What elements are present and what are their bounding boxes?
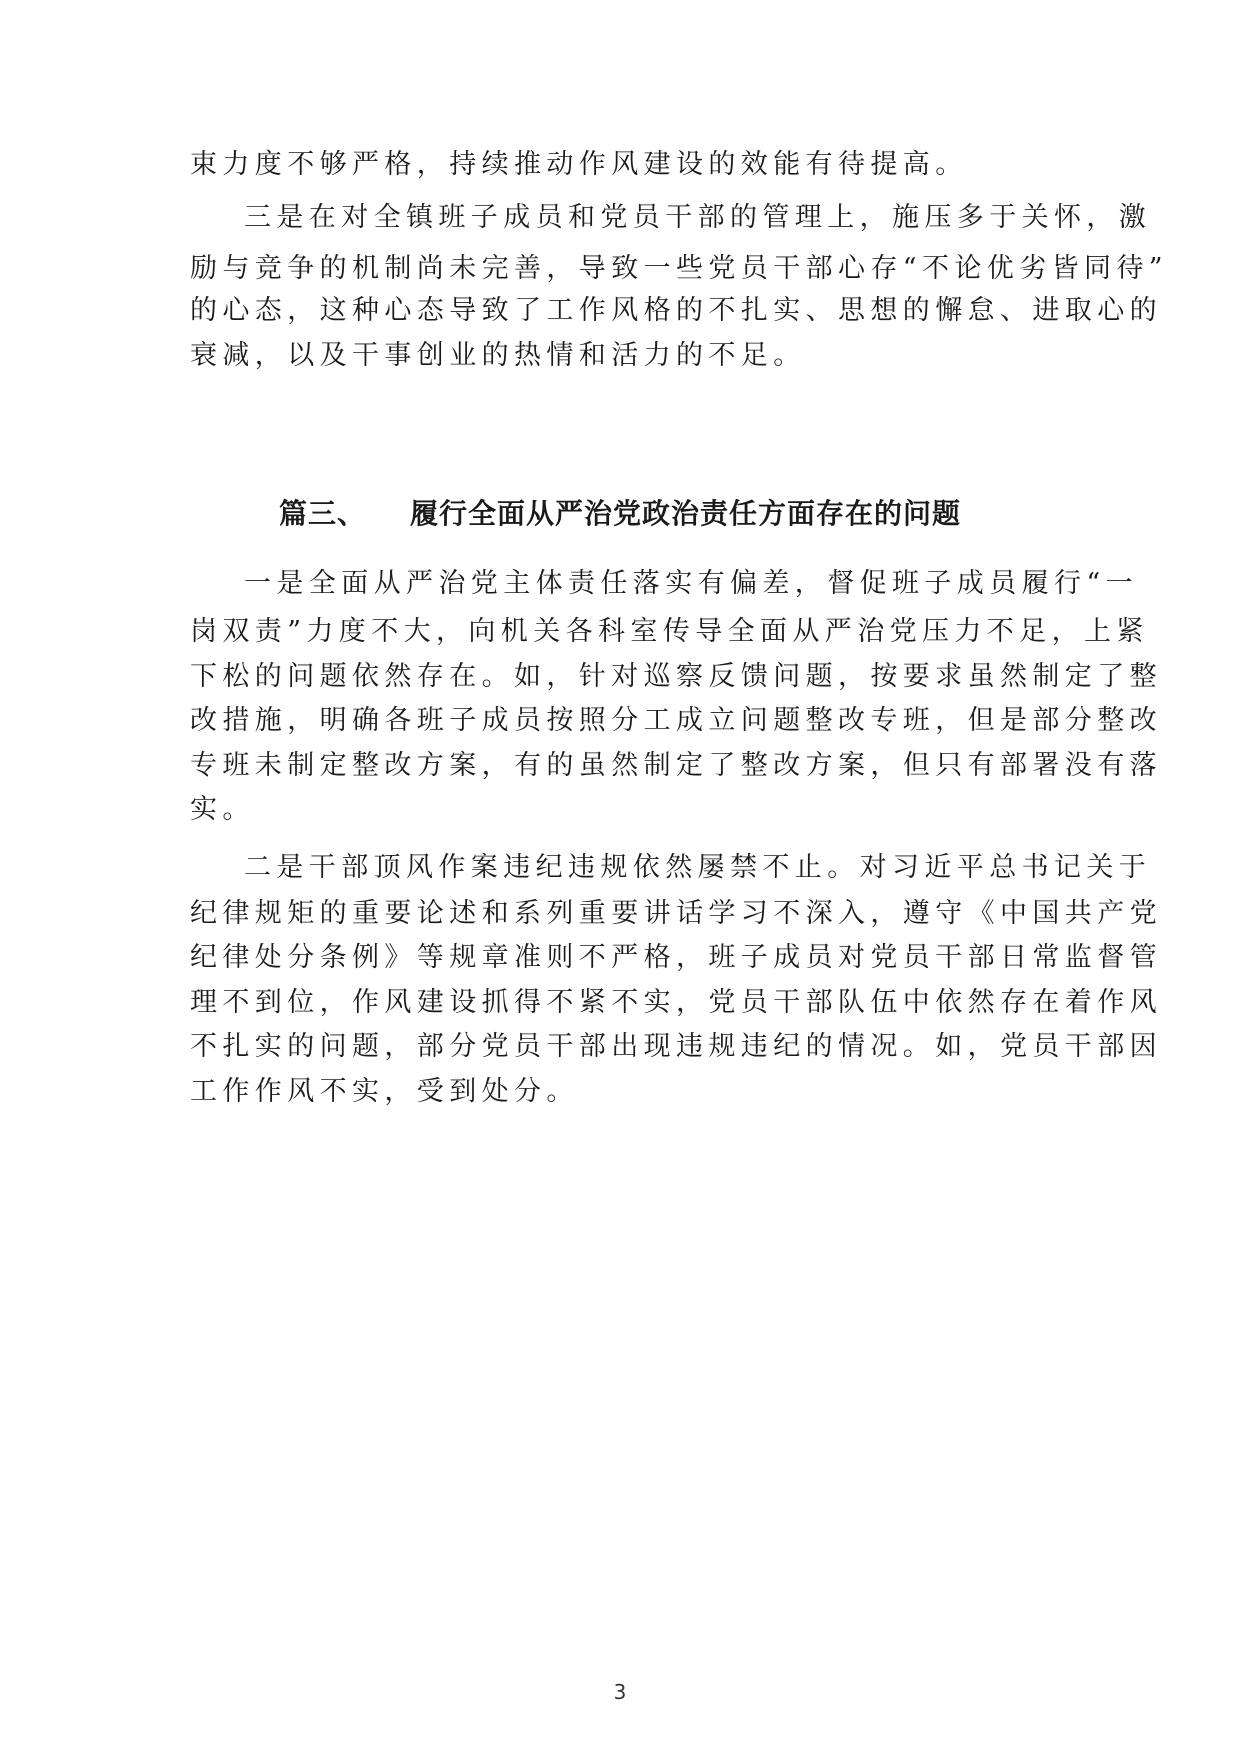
page-number: 3 (613, 1680, 627, 1704)
paragraph-line: 下松的问题依然存在。如，针对巡察反馈问题，按要求虽然制定了整 (190, 661, 1162, 692)
paragraph-line: 不扎实的问题，部分党员干部出现违规违纪的情况。如，党员干部因 (190, 1031, 1162, 1062)
section-heading (0, 496, 1240, 532)
paragraph-line: 工作作风不实，受到处分。 (190, 1076, 579, 1107)
paragraph-line: 衰减，以及干事创业的热情和活力的不足。 (190, 340, 806, 371)
paragraph-line: 专班未制定整改方案，有的虽然制定了整改方案，但只有部署没有落 (190, 750, 1162, 781)
section-number: 篇三、 (278, 497, 366, 530)
paragraph-line: 岗双责”力度不大，向机关各科室传导全面从严治党压力不足，上紧 (190, 616, 1149, 647)
paragraph-line: 改措施，明确各班子成员按照分工成立问题整改专班，但是部分整改 (190, 705, 1162, 736)
paragraph-line: 纪律处分条例》等规章准则不严格，班子成员对党员干部日常监督管 (190, 942, 1162, 973)
paragraph-line: 励与竞争的机制尚未完善，导致一些党员干部心存“不论优劣皆同待” (190, 253, 1169, 284)
paragraph-line: 纪律规矩的重要论述和系列重要讲话学习不深入，遵守《中国共产党 (190, 898, 1162, 929)
paragraph-line: 的心态，这种心态导致了工作风格的不扎实、思想的懈怠、进取心的 (190, 295, 1162, 326)
paragraph-line: 实。 (190, 794, 255, 825)
paragraph-line: 二是干部顶风作案违纪违规依然屡禁不止。对习近平总书记关于 (244, 852, 1152, 883)
paragraph-line: 理不到位，作风建设抓得不紧不实，党员干部队伍中依然存在着作风 (190, 987, 1162, 1018)
paragraph-line: 一是全面从严治党主体责任落实有偏差，督促班子成员履行“一 (244, 568, 1139, 599)
paragraph-line: 三是在对全镇班子成员和党员干部的管理上，施压多于关怀，激 (244, 202, 1152, 233)
section-title: 履行全面从严治党政治责任方面存在的问题 (410, 497, 962, 530)
paragraph-line: 束力度不够严格，持续推动作风建设的效能有待提高。 (190, 149, 968, 180)
